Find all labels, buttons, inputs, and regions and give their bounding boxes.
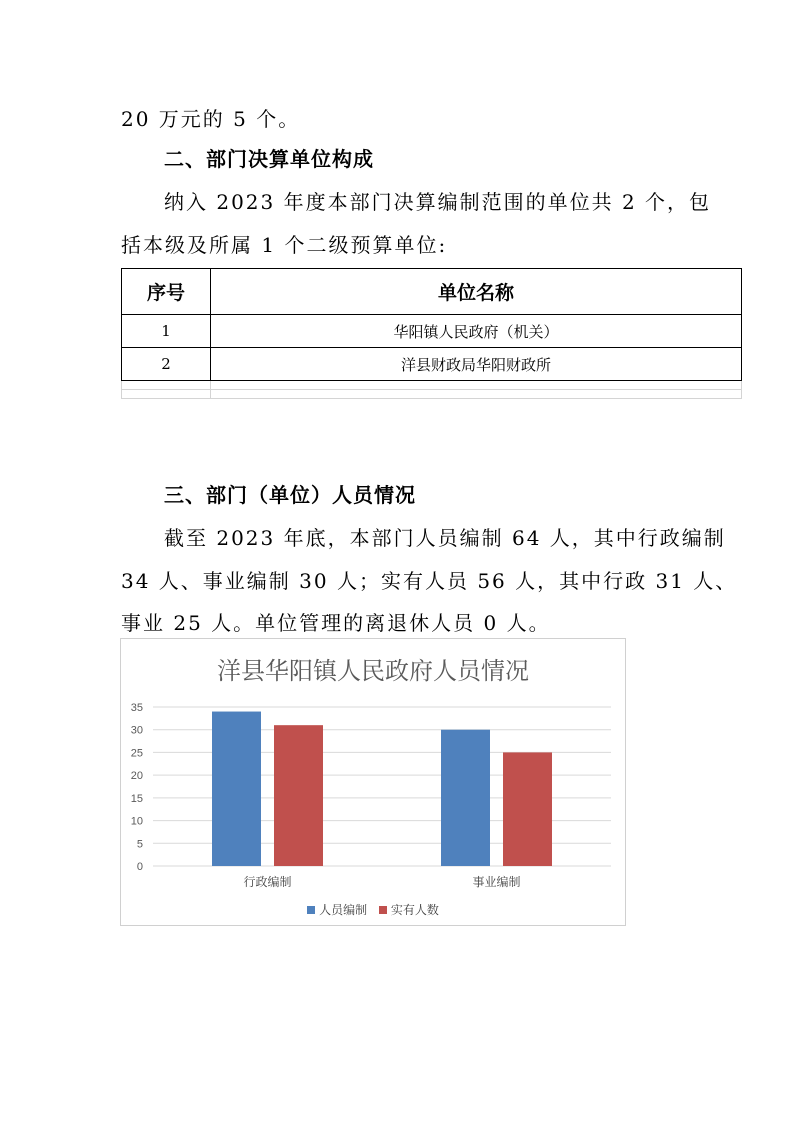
y-tick-label: 20	[130, 770, 143, 783]
bar	[503, 752, 552, 866]
table-row-empty	[122, 390, 742, 399]
personnel-chart	[120, 638, 626, 926]
legend-label: 人员编制	[319, 903, 368, 917]
paragraph-personnel-line1: 截至 2023 年底，本部门人员编制 64 人，其中行政编制	[164, 526, 726, 550]
legend-swatch	[307, 906, 315, 914]
y-tick-label: 15	[130, 792, 143, 805]
chart-plot	[121, 639, 627, 927]
y-tick-label: 10	[130, 815, 143, 828]
column-header-index: 序号	[122, 269, 211, 315]
table-cell-index: 1	[122, 315, 211, 348]
y-tick-label: 5	[136, 838, 143, 851]
y-tick-label: 0	[136, 861, 143, 873]
paragraph-personnel-line3: 事业 25 人。单位管理的离退休人员 0 人。	[121, 611, 551, 635]
chart-legend	[121, 901, 625, 918]
table-row	[122, 348, 742, 381]
bar	[441, 730, 490, 866]
paragraph-line-top: 20 万元的 5 个。	[121, 107, 301, 131]
table-cell-index: 2	[122, 348, 211, 381]
unit-table	[121, 268, 742, 399]
chart-title: 洋县华阳镇人民政府人员情况	[217, 657, 529, 685]
table-cell-unit-name: 华阳镇人民政府（机关）	[211, 315, 742, 348]
table-row-empty	[122, 381, 742, 390]
y-tick-label: 25	[130, 747, 143, 760]
table-header-row	[122, 269, 742, 315]
bar	[274, 725, 323, 866]
legend-item	[379, 901, 439, 918]
bar	[212, 712, 261, 866]
legend-label: 实有人数	[390, 903, 439, 917]
x-tick-label: 行政编制	[243, 875, 292, 889]
column-header-unit-name: 单位名称	[211, 269, 742, 315]
section-heading-personnel: 三、部门（单位）人员情况	[164, 483, 416, 507]
legend-item	[307, 901, 367, 918]
section-heading-unit-composition: 二、部门决算单位构成	[164, 147, 374, 171]
legend-swatch	[379, 906, 387, 914]
x-tick-label: 事业编制	[472, 875, 521, 889]
y-tick-label: 35	[130, 702, 143, 714]
paragraph-unit-scope-line1: 纳入 2023 年度本部门决算编制范围的单位共 2 个，包	[164, 190, 712, 214]
y-tick-label: 30	[130, 724, 143, 737]
paragraph-personnel-line2: 34 人、事业编制 30 人；实有人员 56 人，其中行政 31 人、	[121, 569, 738, 593]
table-row	[122, 315, 742, 348]
paragraph-unit-scope-line2: 括本级及所属 1 个二级预算单位:	[121, 233, 448, 257]
table-cell-unit-name: 洋县财政局华阳财政所	[211, 348, 742, 381]
